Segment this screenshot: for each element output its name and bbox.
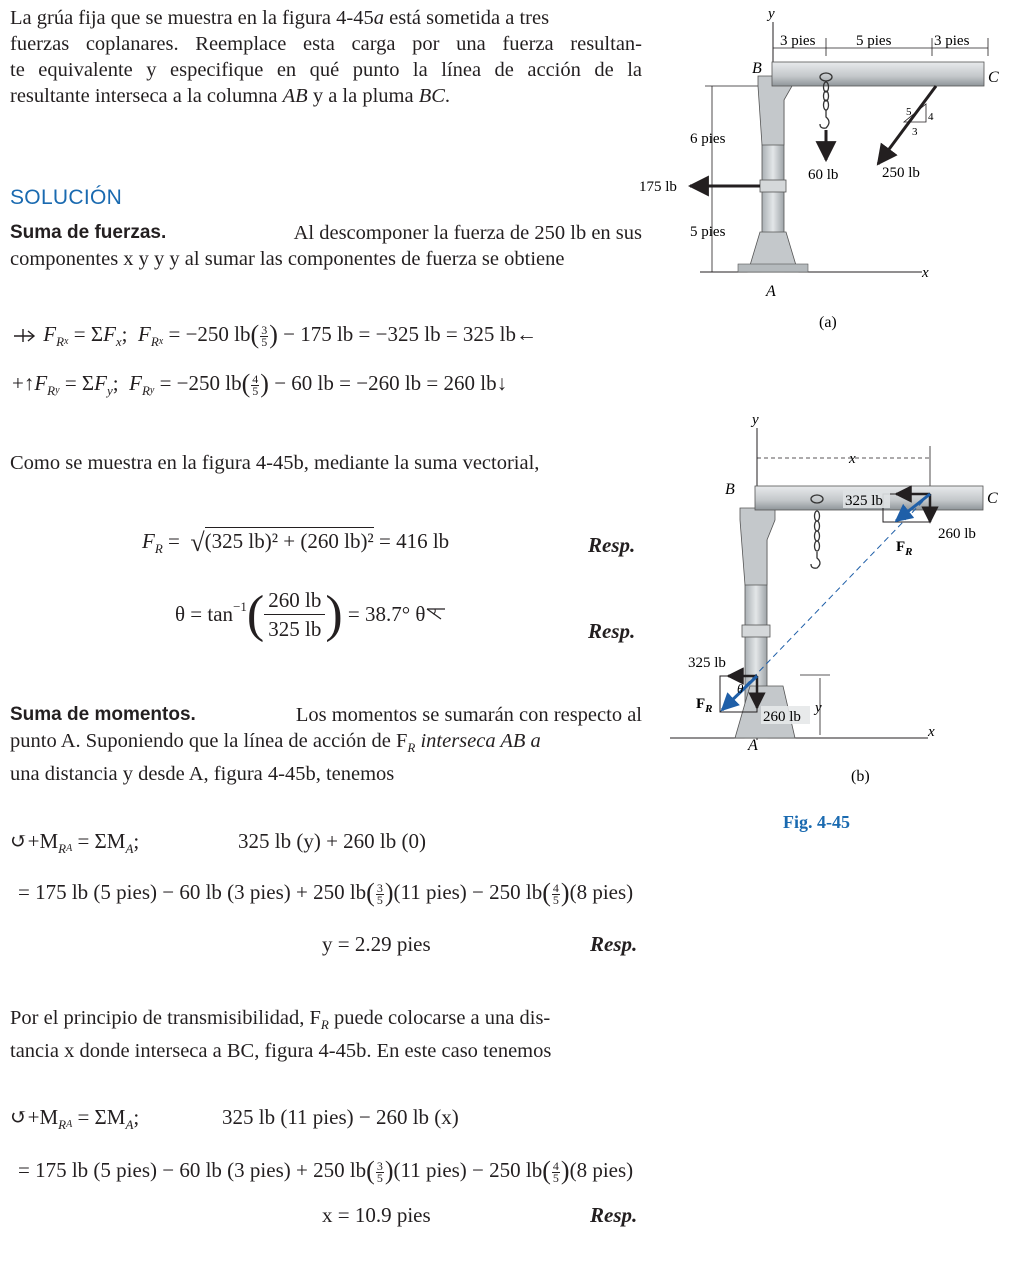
dim-3pies-1: 3 pies: [780, 33, 816, 49]
forces-paragraph: Suma de fuerzas. Al descomponer la fuerza de 250 lb en sus componentes x y y y al sumar las componentes de fuerza se obtiene: [10, 222, 642, 270]
resp-label-1: Resp.: [588, 533, 636, 557]
equation-y-result: y = 2.29 pies: [322, 932, 431, 956]
point-a: A: [766, 283, 776, 300]
equation-frx: $F_Rx = \Sigma F_x$; $F_Rx = -250$ lb( $\frac{3}{5}$ ) − 175 lb = −325 lb = 325 lb←: [12, 320, 537, 350]
equation-moment-2-rhs: 325 lb (11 pies) − 260 lb (x): [222, 1105, 459, 1129]
angle-icon: [425, 602, 447, 627]
plus-right-arrow-icon: [12, 322, 38, 347]
figure-a: [630, 0, 1011, 340]
equation-moment-1: $↺+M_RA = \Sigma M_A$;: [10, 829, 140, 856]
equation-theta: θ = tan $^{-1}$ ( 260 lb 325 lb ) = 38.7° θ: [175, 585, 447, 644]
label-325lb-top: 325 lb: [845, 493, 883, 509]
label-175lb: 175 lb: [639, 179, 677, 195]
figure-b: [640, 400, 1011, 840]
fig-caption: Fig. 4-45: [783, 812, 850, 832]
resp-label-4: Resp.: [590, 1203, 638, 1227]
problem-statement: La grúa fija que se muestra en la figura 4-45a está sometida a tres fuerzas coplanares. Reemplace esta carga por una fuerza resultan- te equivalente y especifique en qué punto la línea de acción de la resultante interseca a la columna AB y a la pluma BC.: [10, 7, 642, 107]
y-label: y: [768, 6, 775, 22]
label-260lb-top: 260 lb: [938, 526, 976, 542]
vector-sum-text: Como se muestra en la figura 4-45b, mediante la suma vectorial,: [10, 452, 540, 474]
transmissibility-paragraph: Por el principio de transmisibilidad, $F_R$ puede colocarse a una dis- tancia x donde interseca a BC, figura 4-45b. En este caso tenemos: [10, 1007, 552, 1062]
label-325lb-bot: 325 lb: [688, 655, 726, 671]
dim-5pies-v: 5 pies: [690, 224, 726, 240]
point-b: B: [752, 60, 762, 77]
solution-heading: SOLUCIÓN: [10, 186, 123, 209]
dim-3pies-2: 3 pies: [934, 33, 970, 49]
dim-6pies: 6 pies: [690, 131, 726, 147]
equation-fry: $+↑F_Ry = \Sigma F_y$; $F_Ry = -250$ lb( $\frac{4}{5}$ ) − 60 lb = −260 lb = 260 lb↓: [12, 369, 508, 398]
dim-5pies: 5 pies: [856, 33, 892, 49]
dim-y: y: [815, 700, 822, 716]
caption-b: (b): [851, 768, 870, 785]
y-label-b: y: [752, 412, 759, 428]
svg-text:3: 3: [912, 126, 918, 138]
svg-text:5: 5: [906, 106, 912, 118]
boom-bc: [772, 62, 984, 86]
point-b-b: B: [725, 481, 735, 498]
equation-moment-1-rhs: 325 lb (y) + 260 lb (0): [238, 829, 426, 853]
moments-heading: Suma de momentos.: [10, 704, 196, 725]
label-250lb: 250 lb: [882, 165, 920, 181]
label-theta: θ: [737, 681, 744, 696]
resp-label-3: Resp.: [590, 932, 638, 956]
sqrt-icon: √: [190, 528, 205, 557]
equation-moment-2-line2: = 175 lb (5 pies) − 60 lb (3 pies) + 250 lb( $\frac{3}{5}$ )(11 pies) − 250 lb( $\frac{4}{5}$ )(8 pies): [18, 1156, 634, 1185]
x-label-b: x: [928, 724, 935, 740]
equation-moment-2: $↺+M_RA = \Sigma M_A$;: [10, 1105, 140, 1132]
point-a-b: A: [748, 737, 758, 754]
moments-paragraph: Suma de momentos. Los momentos se sumarán con respecto al punto A. Suponiendo que la línea de acción de $F_R$ interseca AB a una distancia y desde A, figura 4-45b, tenemos: [10, 704, 642, 785]
x-label: x: [922, 265, 929, 281]
label-fr-bot: $F_R$: [696, 696, 713, 715]
point-c-b: C: [987, 490, 998, 507]
force-250-arrow: [878, 86, 936, 164]
label-60lb: 60 lb: [808, 167, 839, 183]
point-c: C: [988, 69, 999, 86]
resp-label-2: Resp.: [588, 619, 636, 643]
equation-moment-1-line2: = 175 lb (5 pies) − 60 lb (3 pies) + 250 lb( $\frac{3}{5}$ )(11 pies) − 250 lb( $\frac{4}{5}$ )(8 pies): [18, 878, 634, 907]
up-arrow-icon: ↑: [23, 371, 35, 395]
caption-a: (a): [819, 314, 837, 331]
equation-x-result: x = 10.9 pies: [322, 1203, 431, 1227]
label-fr-top: $F_R$: [896, 539, 913, 558]
forces-heading: Suma de fuerzas.: [10, 222, 167, 243]
equation-fr: $F_R = √(325$ lb)² + (260 lb)² = 416 lb: [142, 528, 450, 557]
svg-text:4: 4: [928, 111, 934, 123]
dim-x: x: [849, 451, 856, 467]
label-260lb-bot: 260 lb: [763, 709, 801, 725]
